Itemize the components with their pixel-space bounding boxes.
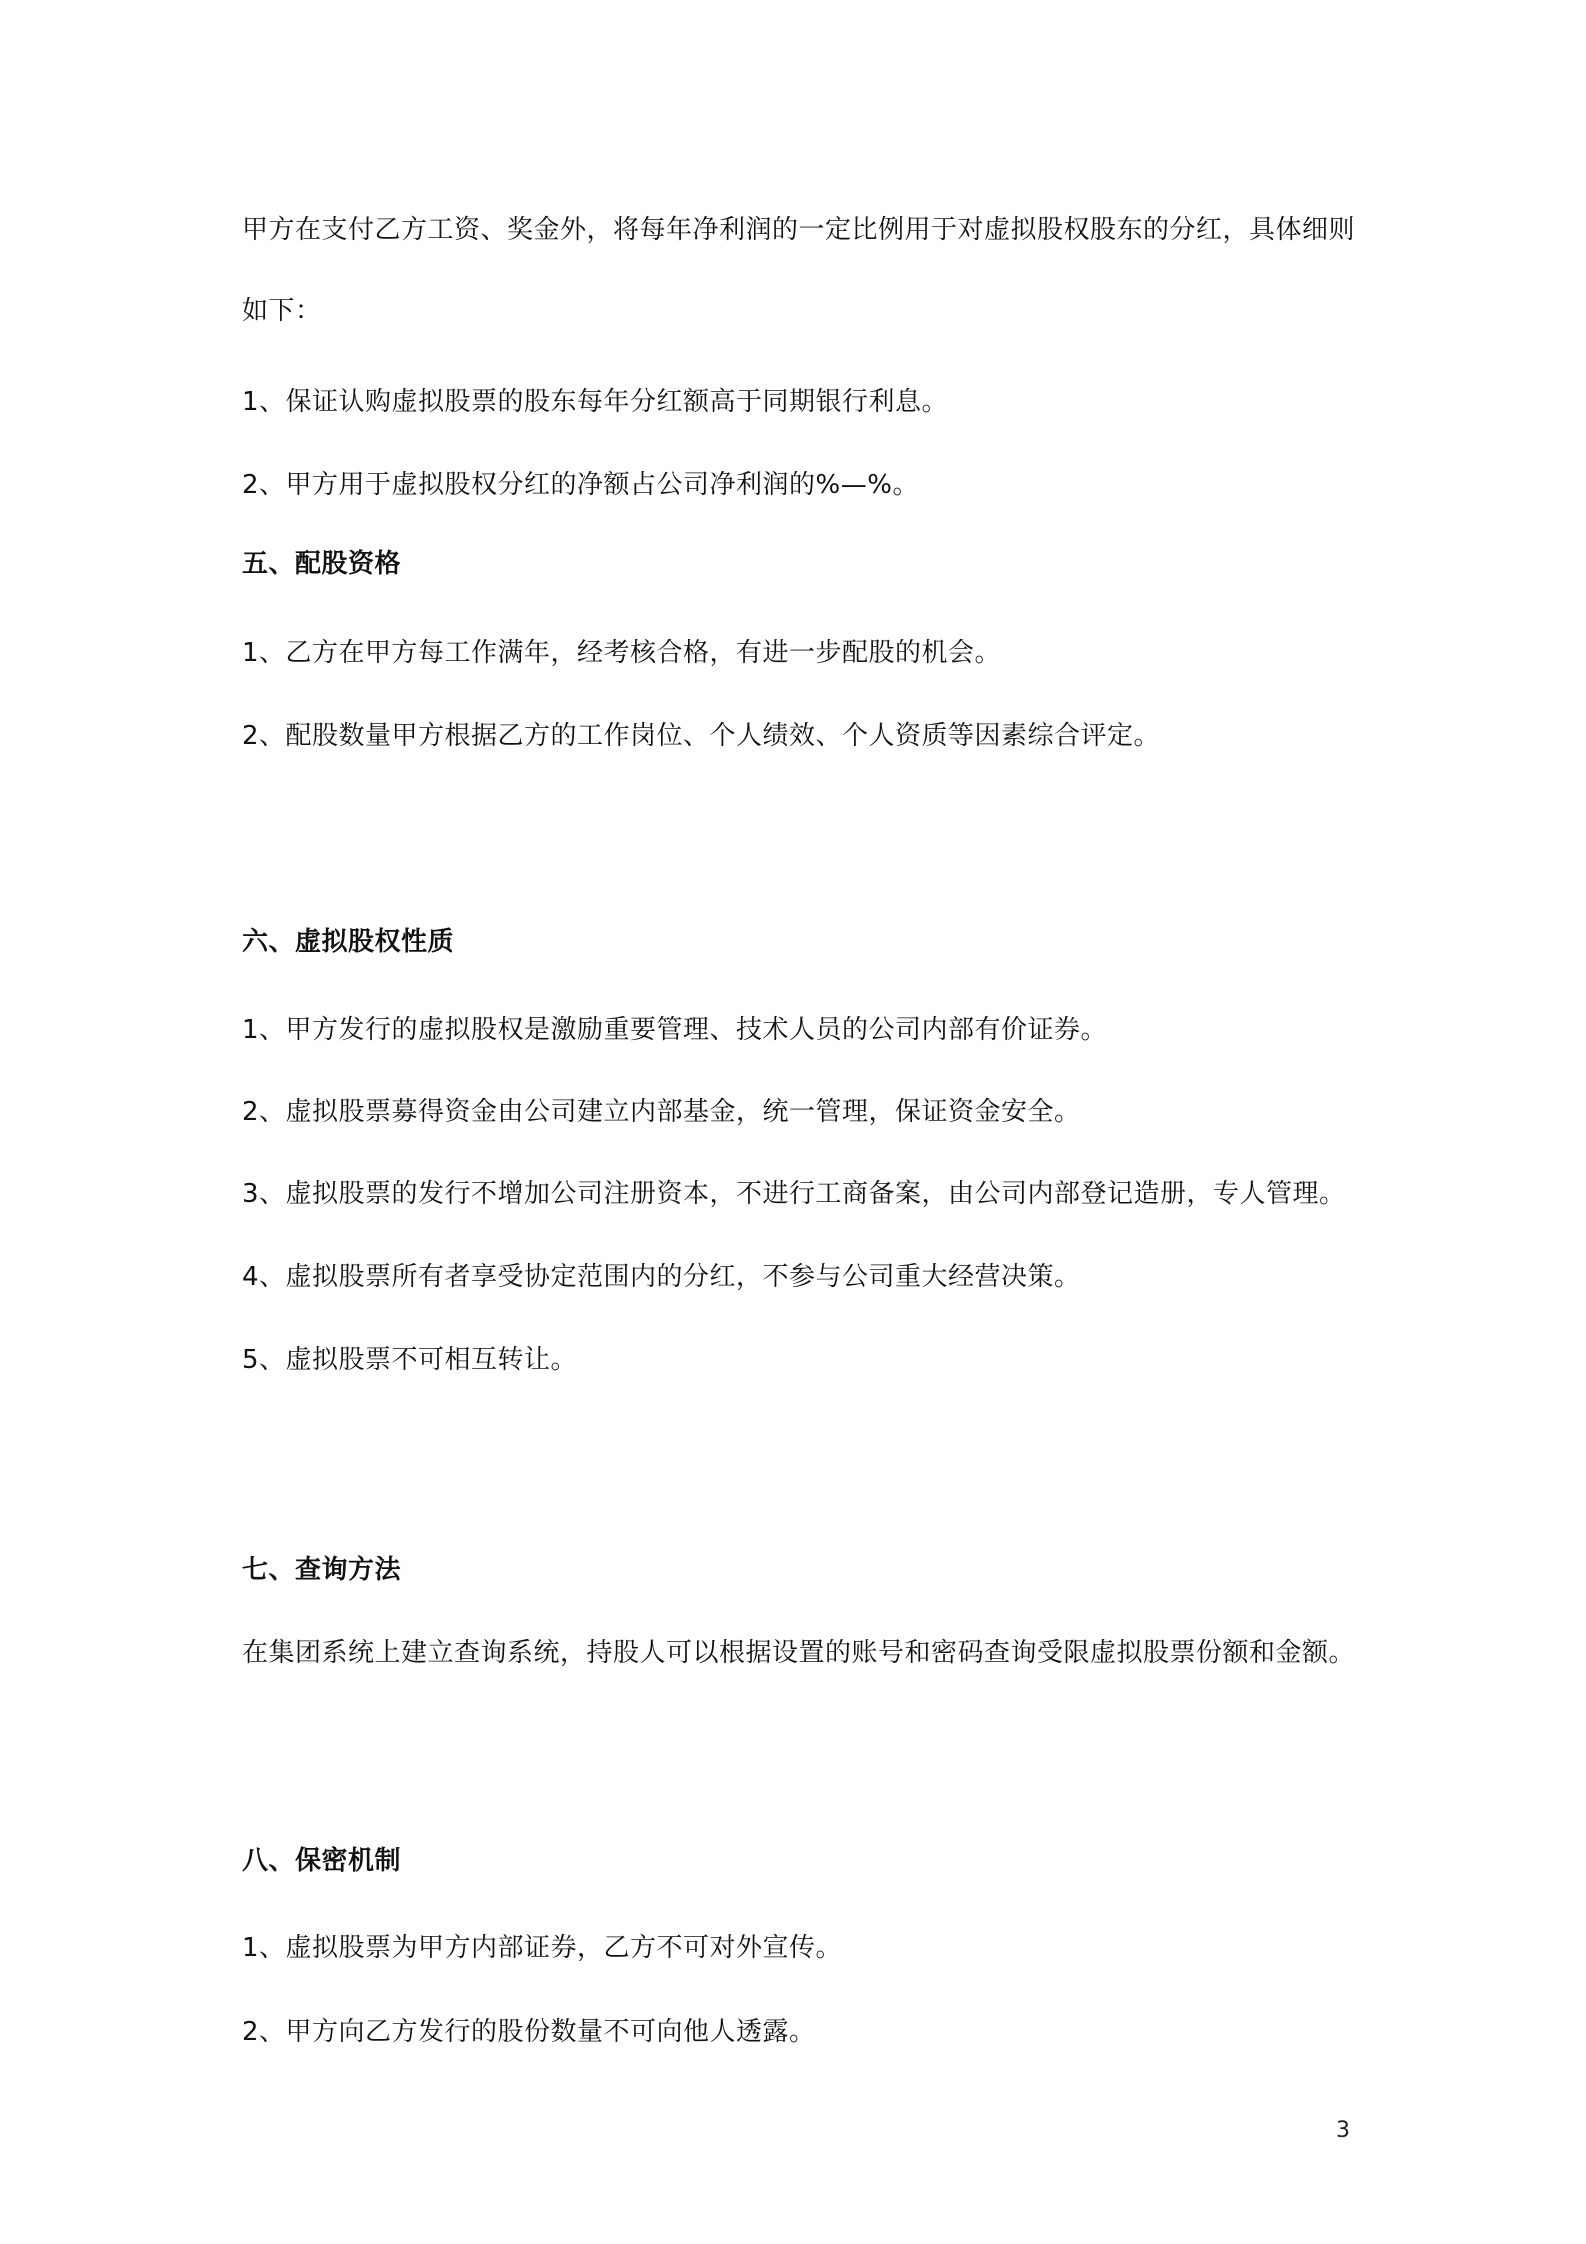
section6-item-1: 1、甲方发行的虚拟股权是激励重要管理、技术人员的公司内部有价证券。 <box>242 1015 1108 1045</box>
section-heading-5: 五、配股资格 <box>242 549 402 579</box>
section6-item-3: 3、虚拟股票的发行不增加公司注册资本，不进行工商备案，由公司内部登记造册，专人管理。 <box>242 1179 1346 1209</box>
section8-item-1: 1、虚拟股票为甲方内部证券，乙方不可对外宣传。 <box>242 1933 843 1963</box>
section6-item-2: 2、虚拟股票募得资金由公司建立内部基金，统一管理，保证资金安全。 <box>242 1097 1081 1127</box>
paragraph-intro-line-2: 如下： <box>242 296 322 326</box>
dividend-item-1: 1、保证认购虚拟股票的股东每年分红额高于同期银行利息。 <box>242 387 949 417</box>
section8-item-2: 2、甲方向乙方发行的股份数量不可向他人透露。 <box>242 2017 816 2047</box>
section5-item-1: 1、乙方在甲方每工作满年，经考核合格，有进一步配股的机会。 <box>242 638 1002 668</box>
section-heading-6: 六、虚拟股权性质 <box>242 927 455 957</box>
section7-body: 在集团系统上建立查询系统，持股人可以根据设置的账号和密码查询受限虚拟股票份额和金额。 <box>242 1638 1356 1668</box>
section-heading-8: 八、保密机制 <box>242 1846 402 1876</box>
section6-item-4: 4、虚拟股票所有者享受协定范围内的分红，不参与公司重大经营决策。 <box>242 1262 1081 1292</box>
section6-item-5: 5、虚拟股票不可相互转让。 <box>242 1345 578 1375</box>
paragraph-intro-line-1: 甲方在支付乙方工资、奖金外，将每年净利润的一定比例用于对虚拟股权股东的分红，具体细则 <box>242 215 1356 245</box>
section-heading-7: 七、查询方法 <box>242 1555 402 1585</box>
section5-item-2: 2、配股数量甲方根据乙方的工作岗位、个人绩效、个人资质等因素综合评定。 <box>242 721 1161 751</box>
page-number: 3 <box>1336 2118 1350 2143</box>
dividend-item-2: 2、甲方用于虚拟股权分红的净额占公司净利润的%—%。 <box>242 470 919 500</box>
